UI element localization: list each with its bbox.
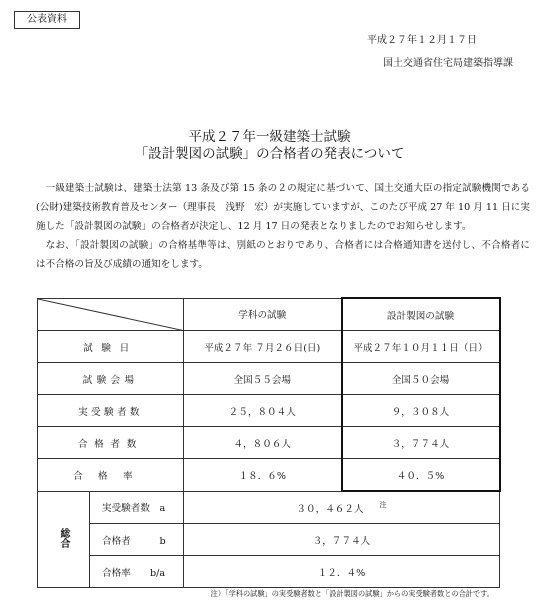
cell-gakka-exam-date: 平成２７年 ７月２６日(日) [184, 331, 342, 363]
note-marker: 注 [379, 500, 387, 509]
cell-seizu-passers: ３，７７４人 [342, 427, 500, 459]
summary-label-examinees: 実受験者数 a [90, 491, 184, 524]
cell-seizu-exam-date: 平成２７年１０月１１日（日） [342, 331, 500, 363]
summary-label-pass-rate: 合格率 b/a [90, 556, 184, 588]
row-label-passers: 合格者数 [38, 427, 184, 459]
cell-gakka-venues: 全国５５会場 [184, 363, 342, 395]
document-title-line-1: 平成２７年一級建築士試験 [188, 129, 351, 145]
table-footnote: 注）「学科の試験」の実受験者数と「設計製図の試験」からの実受験者数との合計です。 [210, 589, 494, 598]
summary-value-passers: ３，７７４人 [184, 524, 500, 556]
body-paragraph-2: なお、「設計製図の試験」の合格基準等は、別紙のとおりであり、合格者には合格通知書を送付し、不合格者には不合格の旨及び成績の通知をします。 [36, 240, 530, 270]
summary-label-passers: 合格者 b [90, 524, 184, 556]
body-paragraph-1: 一級建築士試験は、建築士法第 13 条及び第 15 条の２の規定に基づいて、国土交通大臣の指定試験機関である(公財)建築技術教育普及センター（理事長 浅野 宏）が実施していますが、このたび平成 27 年 10 月 11 日に実施した「設計製図の試験」の合格者が決定し、12 月 17 日の発表となりましたのでお知らせします。 [36, 183, 530, 232]
public-document-badge: 公表資料 [14, 11, 80, 29]
summary-group-text: 総合 [58, 527, 69, 548]
cell-gakka-passers: ４，８０６人 [184, 427, 342, 459]
row-label-venues: 試験会場 [38, 363, 184, 395]
summary-group-label [38, 491, 90, 588]
cell-seizu-venues: 全国５０会場 [342, 363, 500, 395]
row-label-pass-rate: 合格率 [38, 459, 184, 492]
row-label-exam-date: 試験日 [38, 331, 184, 363]
issuing-department: 国土交通省住宅局建築指導課 [383, 58, 513, 69]
cell-seizu-examinees: ９，３０８人 [342, 395, 500, 427]
summary-value-pass-rate: １２．４% [184, 556, 500, 588]
table-corner-cell [38, 298, 184, 331]
header-gakka: 学科の試験 [184, 298, 342, 331]
header-seizu: 設計製図の試験 [342, 298, 500, 331]
results-table [37, 297, 501, 588]
cell-seizu-pass-rate: ４０．５% [342, 459, 500, 492]
row-label-examinees: 実受験者数 [38, 395, 184, 427]
cell-gakka-examinees: ２５，８０４人 [184, 395, 342, 427]
document-title-line-2: 「設計製図の試験」の合格者の発表について [134, 146, 405, 162]
release-date: 平成２７年１２月１７日 [367, 35, 477, 46]
cell-gakka-pass-rate: １８．６% [184, 459, 342, 492]
summary-value-examinees-text: ３０，４６２人 [296, 503, 364, 515]
summary-value-examinees [184, 491, 500, 524]
